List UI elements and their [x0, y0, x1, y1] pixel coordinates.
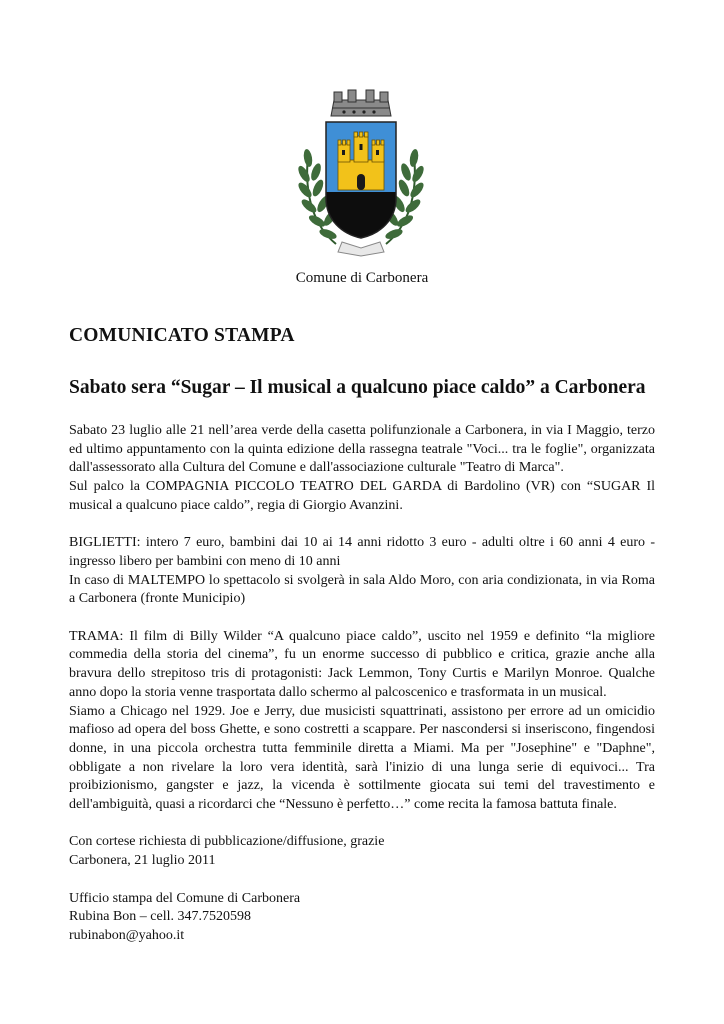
paragraph-stage: Sul palco la COMPAGNIA PICCOLO TEATRO DEL GARDA di Bardolino (VR) con “SUGAR Il musical a qualcuno piace caldo”, regia di Giorgio Avanzini.	[69, 479, 655, 513]
paragraph-intro: Sabato 23 luglio alle 21 nell’area verde della casetta polifunzionale a Carbonera, in via I Maggio, terzo ed ultimo appuntamento con la quinta edizione della rassegna teatrale "Voci... tra le foglie", organizzata dall'assessorato alla Cultura del Comune e dall'associazione culturale "Teatro di Marca".	[69, 423, 655, 476]
signature-office: Ufficio stampa del Comune di Carbonera	[69, 890, 301, 906]
paragraph-plot: TRAMA: Il film di Billy Wilder “A qualcuno piace caldo”, uscito nel 1959 e definito “la migliore commedia della storia del cinema”, fu un enorme successo di pubblico e critica, grazie anche alla bravura dello strepitoso tris di protagonisti: Jack Lemmon, Tony Curtis e Marilyn Monroe. Qualche anno dopo la storia venne trasportata dallo schermo al palcoscenico e trasformata in un musical.	[69, 628, 655, 700]
paragraph-weather: In caso di MALTEMPO lo spettacolo si svolgerà in sala Aldo Moro, con aria condizionata, in via Roma a Carbonera (fronte Municipio)	[69, 572, 655, 607]
signature-email[interactable]: rubinabon@yahoo.it	[69, 927, 185, 943]
closing-request: Con cortese richiesta di pubblicazione/diffusione, grazie	[69, 834, 385, 850]
document-title: COMUNICATO STAMPA	[69, 325, 295, 346]
municipality-name: Comune di Carbonera	[295, 270, 429, 286]
coat-of-arms-icon	[296, 86, 426, 258]
paragraph-story: Siamo a Chicago nel 1929. Joe e Jerry, due musicisti squattrinati, assistono per errore ad un omicidio mafioso ad opera del boss Ghette, e sono costretti a scappare. Per nascondersi si inseriscono, fingendosi donne, in una piccola orchestra tutta femminile diretta a Miami. Ma per "Josephine" e "Daphne", obbligate a non rivelare la loro vera identità, sarà l'inizio di una lunga serie di equivoci... Tra proibizionismo, gangster e jazz, la vicenda è sottilmente giocata sui temi del travestimento e dell'ambiguità, quasi a ricordarci che “Nessuno è perfetto…” come recita la famosa battuta finale.	[69, 703, 655, 813]
document-subtitle: Sabato sera “Sugar – Il musical a qualcuno piace caldo” a Carbonera	[69, 377, 646, 398]
closing-date: Carbonera, 21 luglio 2011	[69, 853, 216, 869]
paragraph-tickets: BIGLIETTI: intero 7 euro, bambini dai 10 ai 14 anni ridotto 3 euro - adulti oltre i 60 anni 4 euro - ingresso libero per bambini con meno di 10 anni	[69, 535, 655, 569]
document-body	[69, 322, 655, 946]
article-text	[69, 422, 655, 946]
signature-contact: Rubina Bon – cell. 347.7520598	[69, 909, 251, 925]
